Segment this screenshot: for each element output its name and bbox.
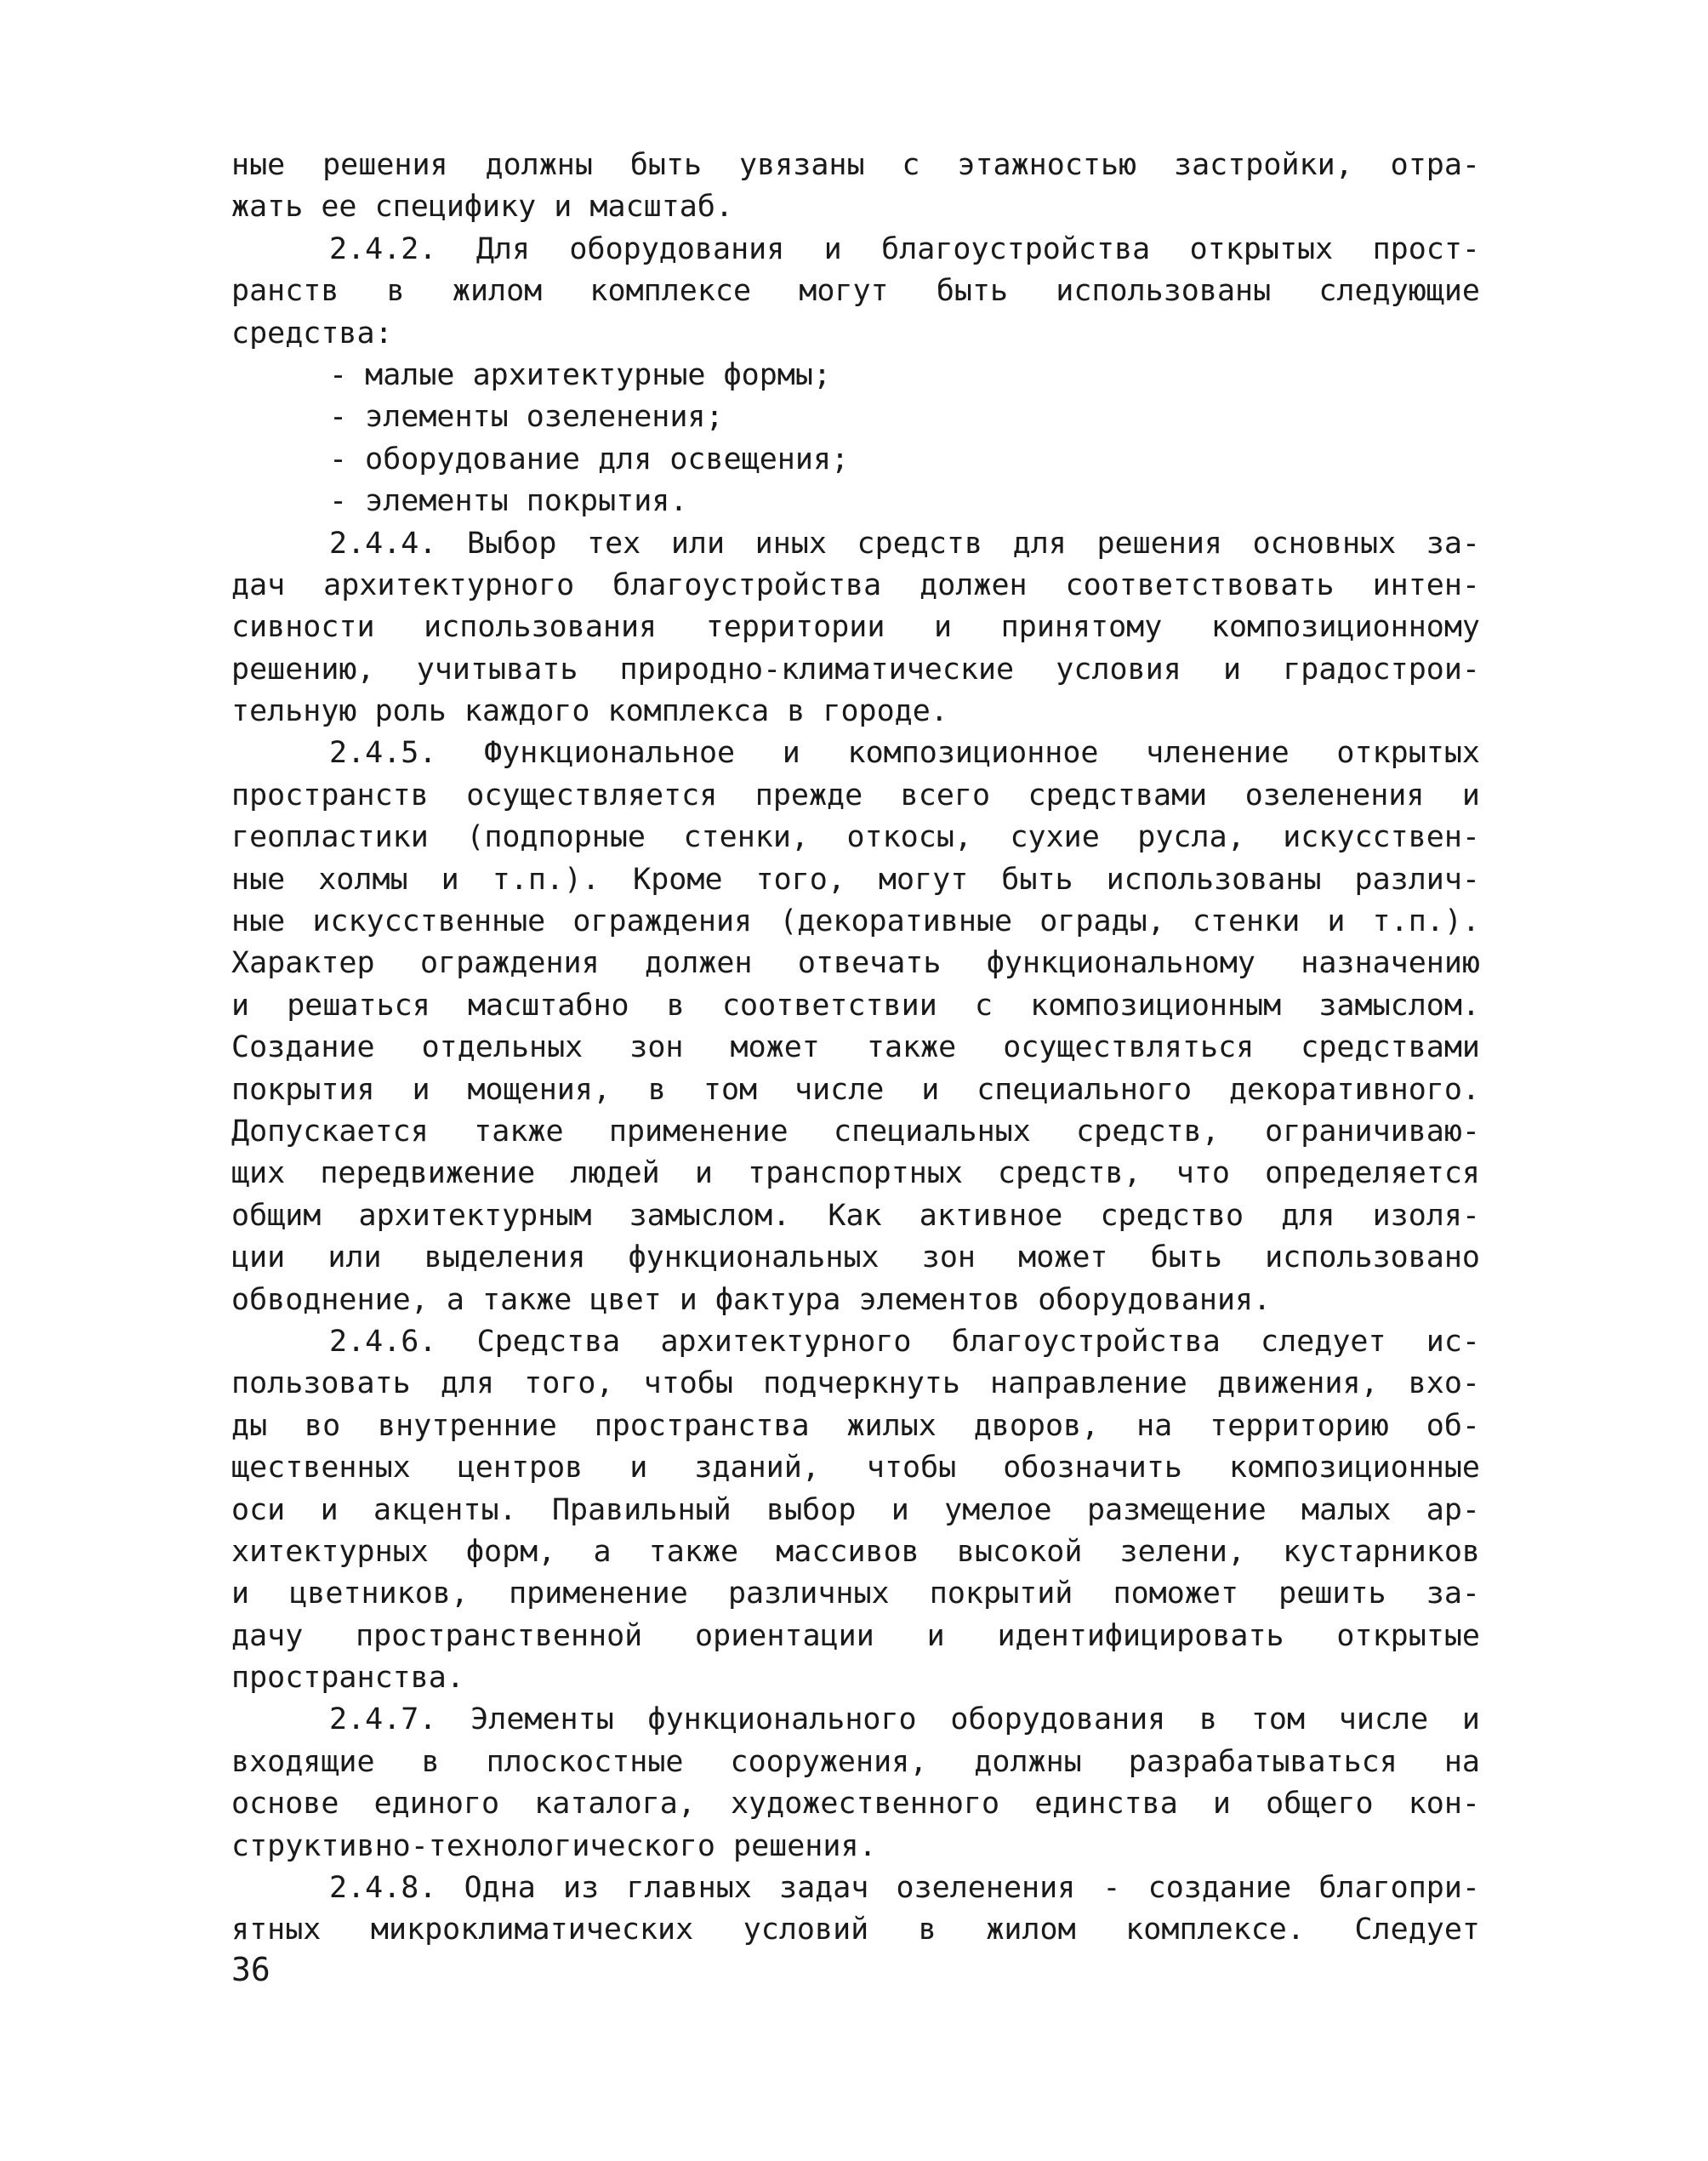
list-item: - элементы озеленения; — [329, 400, 724, 435]
text-line: хитектурных форм, а также массивов высокой зелени, кустарников — [231, 1534, 1480, 1569]
text-line: средства: — [231, 316, 393, 351]
document-page — [231, 145, 1480, 1952]
text-line: обводнение, а также цвет и фактура элементов оборудования. — [231, 1282, 1272, 1317]
text-line: и решаться масштабно в соответствии с композиционным замыслом. — [231, 988, 1480, 1023]
text-line: ные холмы и т.п.). Кроме того, могут быть использованы различ- — [231, 862, 1480, 897]
text-line: ции или выделения функциональных зон может быть использовано — [231, 1240, 1480, 1275]
text-line: общим архитектурным замыслом. Как активное средство для изоля- — [231, 1198, 1480, 1233]
section-2-4-5-start: 2.4.5. Функциональное и композиционное членение открытых — [329, 736, 1480, 771]
text-line: ные решения должны быть увязаны с этажностью застройки, отра- — [231, 148, 1480, 182]
text-line: дач архитектурного благоустройства должен соответствовать интен- — [231, 567, 1480, 602]
text-line: основе единого каталога, художественного единства и общего кон- — [231, 1787, 1480, 1822]
section-2-4-6-start: 2.4.6. Средства архитектурного благоустройства следует ис- — [329, 1324, 1480, 1359]
text-line: ды во внутренние пространства жилых дворов, на территорию об- — [231, 1408, 1480, 1443]
text-line: щих передвижение людей и транспортных средств, что определяется — [231, 1156, 1480, 1191]
text-line: входящие в плоскостные сооружения, должны разрабатываться на — [231, 1744, 1480, 1779]
text-line: дачу пространственной ориентации и идентифицировать открытые — [231, 1618, 1480, 1653]
page-number: 36 — [231, 1951, 270, 1988]
text-line: и цветников, применение различных покрытий поможет решить за- — [231, 1577, 1480, 1611]
list-item: - элементы покрытия. — [329, 484, 688, 519]
text-line: ятных микроклиматических условий в жилом комплексе. Следует — [231, 1913, 1480, 1947]
section-2-4-7-start: 2.4.7. Элементы функционального оборудования в том числе и — [329, 1702, 1480, 1737]
section-2-4-2-start: 2.4.2. Для оборудования и благоустройства открытых прост- — [329, 231, 1480, 266]
text-line: Допускается также применение специальных средств, ограничиваю- — [231, 1114, 1480, 1149]
text-line: оси и акценты. Правильный выбор и умелое размещение малых ар- — [231, 1492, 1480, 1527]
text-line: щественных центров и зданий, чтобы обозначить композиционные — [231, 1451, 1480, 1485]
section-2-4-4-start: 2.4.4. Выбор тех или иных средств для решения основных за- — [329, 526, 1480, 561]
text-line: пользовать для того, чтобы подчеркнуть направление движения, вхо- — [231, 1366, 1480, 1401]
text-line: ные искусственные ограждения (декоративные ограды, стенки и т.п.). — [231, 904, 1480, 939]
text-line: геопластики (подпорные стенки, откосы, сухие русла, искусствен- — [231, 820, 1480, 855]
text-line: структивно-технологического решения. — [231, 1828, 877, 1863]
text-line: решению, учитывать природно-климатические условия и градострои- — [231, 652, 1480, 687]
text-line: Создание отдельных зон может также осуществляться средствами — [231, 1030, 1480, 1065]
text-line: пространств осуществляется прежде всего средствами озеленения и — [231, 778, 1480, 813]
list-item: - оборудование для освещения; — [329, 442, 850, 476]
text-line: ранств в жилом комплексе могут быть использованы следующие — [231, 274, 1480, 309]
list-item: - малые архитектурные формы; — [329, 357, 832, 392]
text-line: Характер ограждения должен отвечать функциональному назначению — [231, 946, 1480, 981]
text-line: жать ее специфику и масштаб. — [231, 190, 734, 225]
text-line: покрытия и мощения, в том числе и специального декоративного. — [231, 1072, 1480, 1107]
text-line: тельную роль каждого комплекса в городе. — [231, 694, 948, 729]
text-line: пространства. — [231, 1661, 464, 1696]
text-line: сивности использования территории и принятому композиционному — [231, 610, 1480, 645]
section-2-4-8-start: 2.4.8. Одна из главных задач озеленения - создание благопри- — [329, 1871, 1480, 1906]
